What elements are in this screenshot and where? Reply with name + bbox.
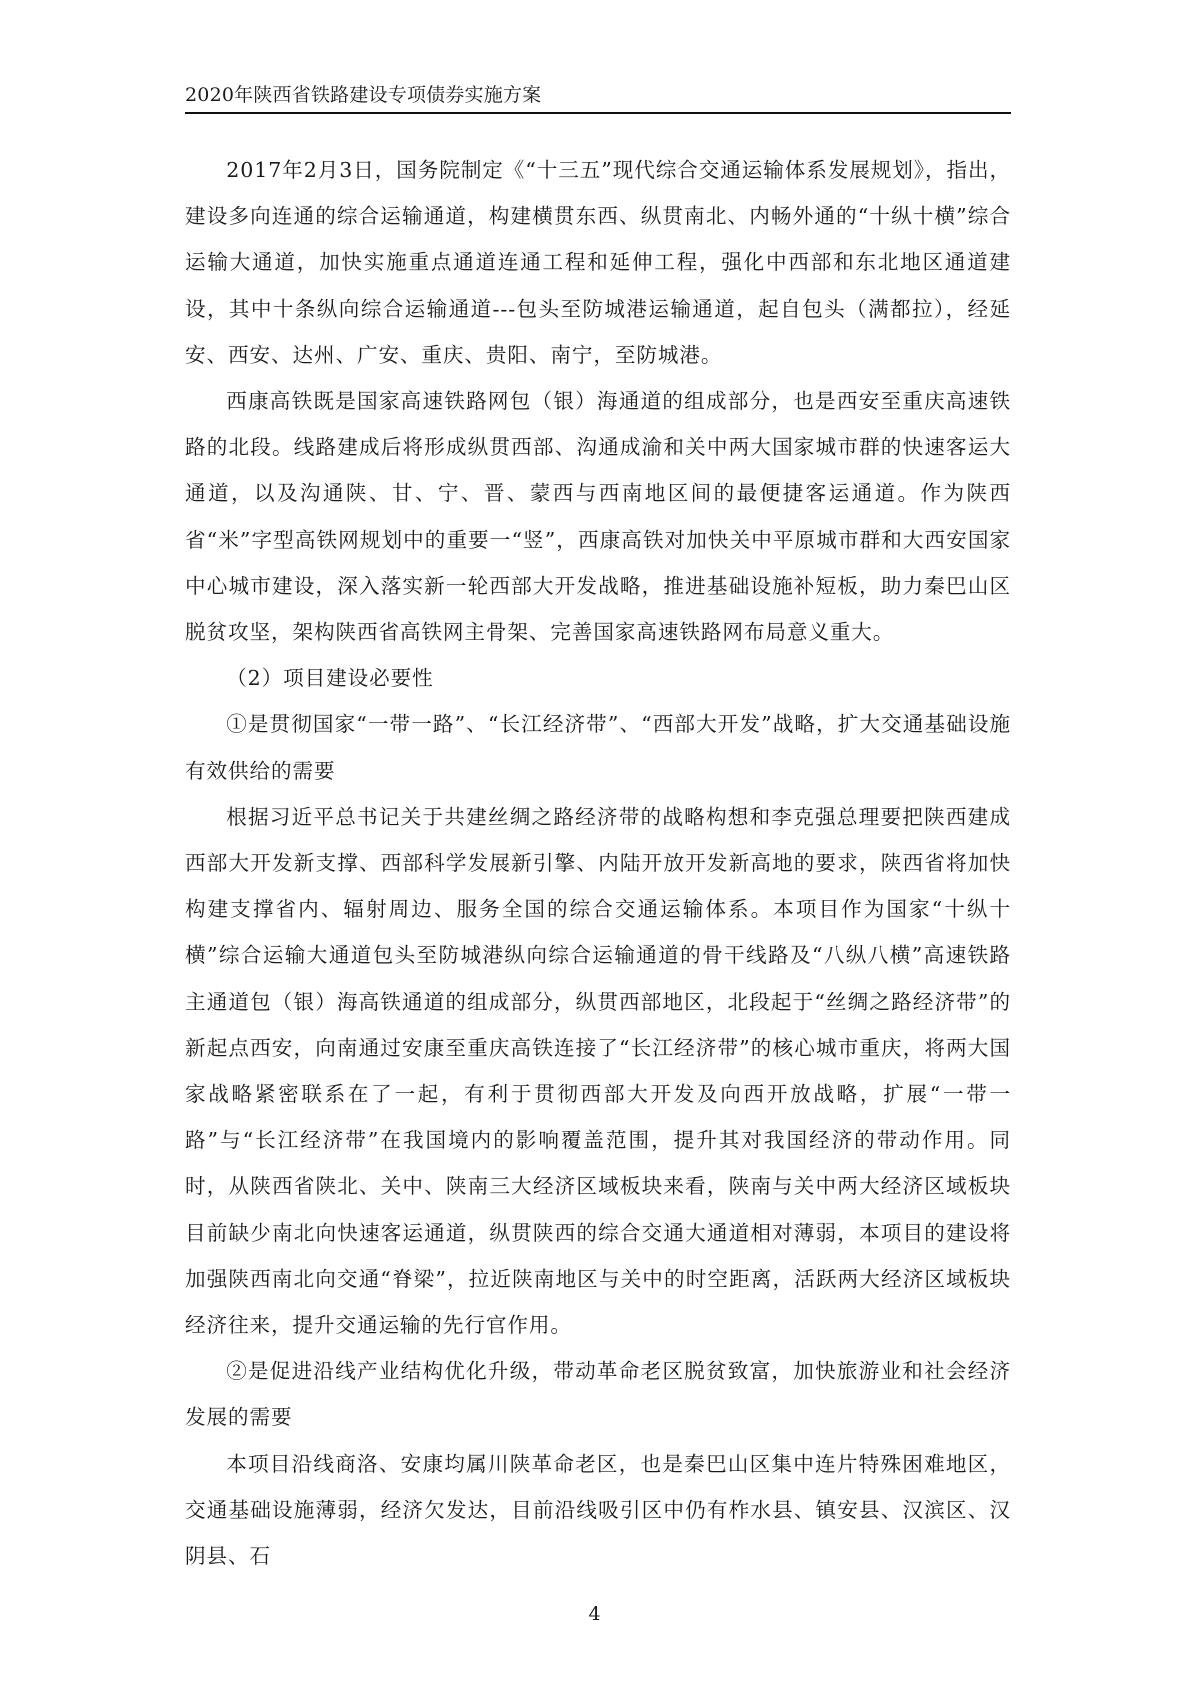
paragraph-revolutionary-areas: 本项目沿线商洛、安康均属川陕革命老区，也是秦巴山区集中连片特殊困难地区，交通基础设施薄弱，经济欠发达，目前沿线吸引区中仍有柞水县、镇安县、汉滨区、汉阴县、石 [185,1451,1011,1569]
page-header [185,78,1011,114]
point-heading-2: ②是促进沿线产业结构优化升级，带动革命老区脱贫致富，加快旅游业和社会经济发展的需要 [185,1359,1011,1430]
document-title: 2020年陕西省铁路建设专项债券实施方案 [185,84,542,106]
page-number: 4 [588,1603,601,1625]
paragraph-xikang-railway: 西康高铁既是国家高速铁路网包（银）海通道的组成部分，也是西安至重庆高速铁路的北段。线路建成后将形成纵贯西部、沟通成渝和关中两大国家城市群的快速客运大通道，以及沟通陕、甘、宁、晋、蒙西与西南地区间的最便捷客运通道。作为陕西省“米”字型高铁网规划中的重要一“竖”，西康高铁对加快关中平原城市群和大西安国家中心城市建设，深入落实新一轮西部大开发战略，推进基础设施补短板，助力秦巴山区脱贫攻坚，架构陕西省高铁网主骨架、完善国家高速铁路网布局意义重大。 [185,389,1011,645]
point-heading-1: ①是贯彻国家“一带一路”、“长江经济带”、“西部大开发”战略，扩大交通基础设施有效供给的需要 [185,712,1011,783]
paragraph-belt-road: 根据习近平总书记关于共建丝绸之路经济带的战略构想和李克强总理要把陕西建成西部大开发新支撑、西部科学发展新引擎、内陆开放开发新高地的要求，陕西省将加快构建支撑省内、辐射周边、服务全国的综合交通运输体系。本项目作为国家“十纵十横”综合运输大通道包头至防城港纵向综合运输通道的骨干线路及“八纵八横”高速铁路主通道包（银）海高铁通道的组成部分，纵贯西部地区，北段起于“丝绸之路经济带”的新起点西安，向南通过安康至重庆高铁连接了“长江经济带”的核心城市重庆，将两大国家战略紧密联系在了一起，有利于贯彻西部大开发及向西开放战略，扩展“一带一路”与“长江经济带”在我国境内的影响覆盖范围，提升其对我国经济的带动作用。同时，从陕西省陕北、关中、陕南三大经济区域板块来看，陕南与关中两大经济区域板块目前缺少南北向快速客运通道，纵贯陕西的综合交通大通道相对薄弱，本项目的建设将加强陕西南北向交通“脊梁”，拉近陕南地区与关中的时空距离，活跃两大经济区域板块经济往来，提升交通运输的先行官作用。 [185,804,1011,1338]
paragraph-planning-policy: 2017年2月3日，国务院制定《“十三五”现代综合交通运输体系发展规划》，指出，建设多向连通的综合运输通道，构建横贯东西、纵贯南北、内畅外通的“十纵十横”综合运输大通道，加快实施重点通道连通工程和延伸工程，强化中西部和东北地区通道建设，其中十条纵向综合运输通道---包头至防城港运输通道，起自包头（满都拉），经延安、西安、达州、广安、重庆、贵阳、南宁，至防城港。 [185,158,1011,367]
section-heading-necessity: （2）项目建设必要性 [226,666,434,691]
page-body [185,147,1011,1579]
